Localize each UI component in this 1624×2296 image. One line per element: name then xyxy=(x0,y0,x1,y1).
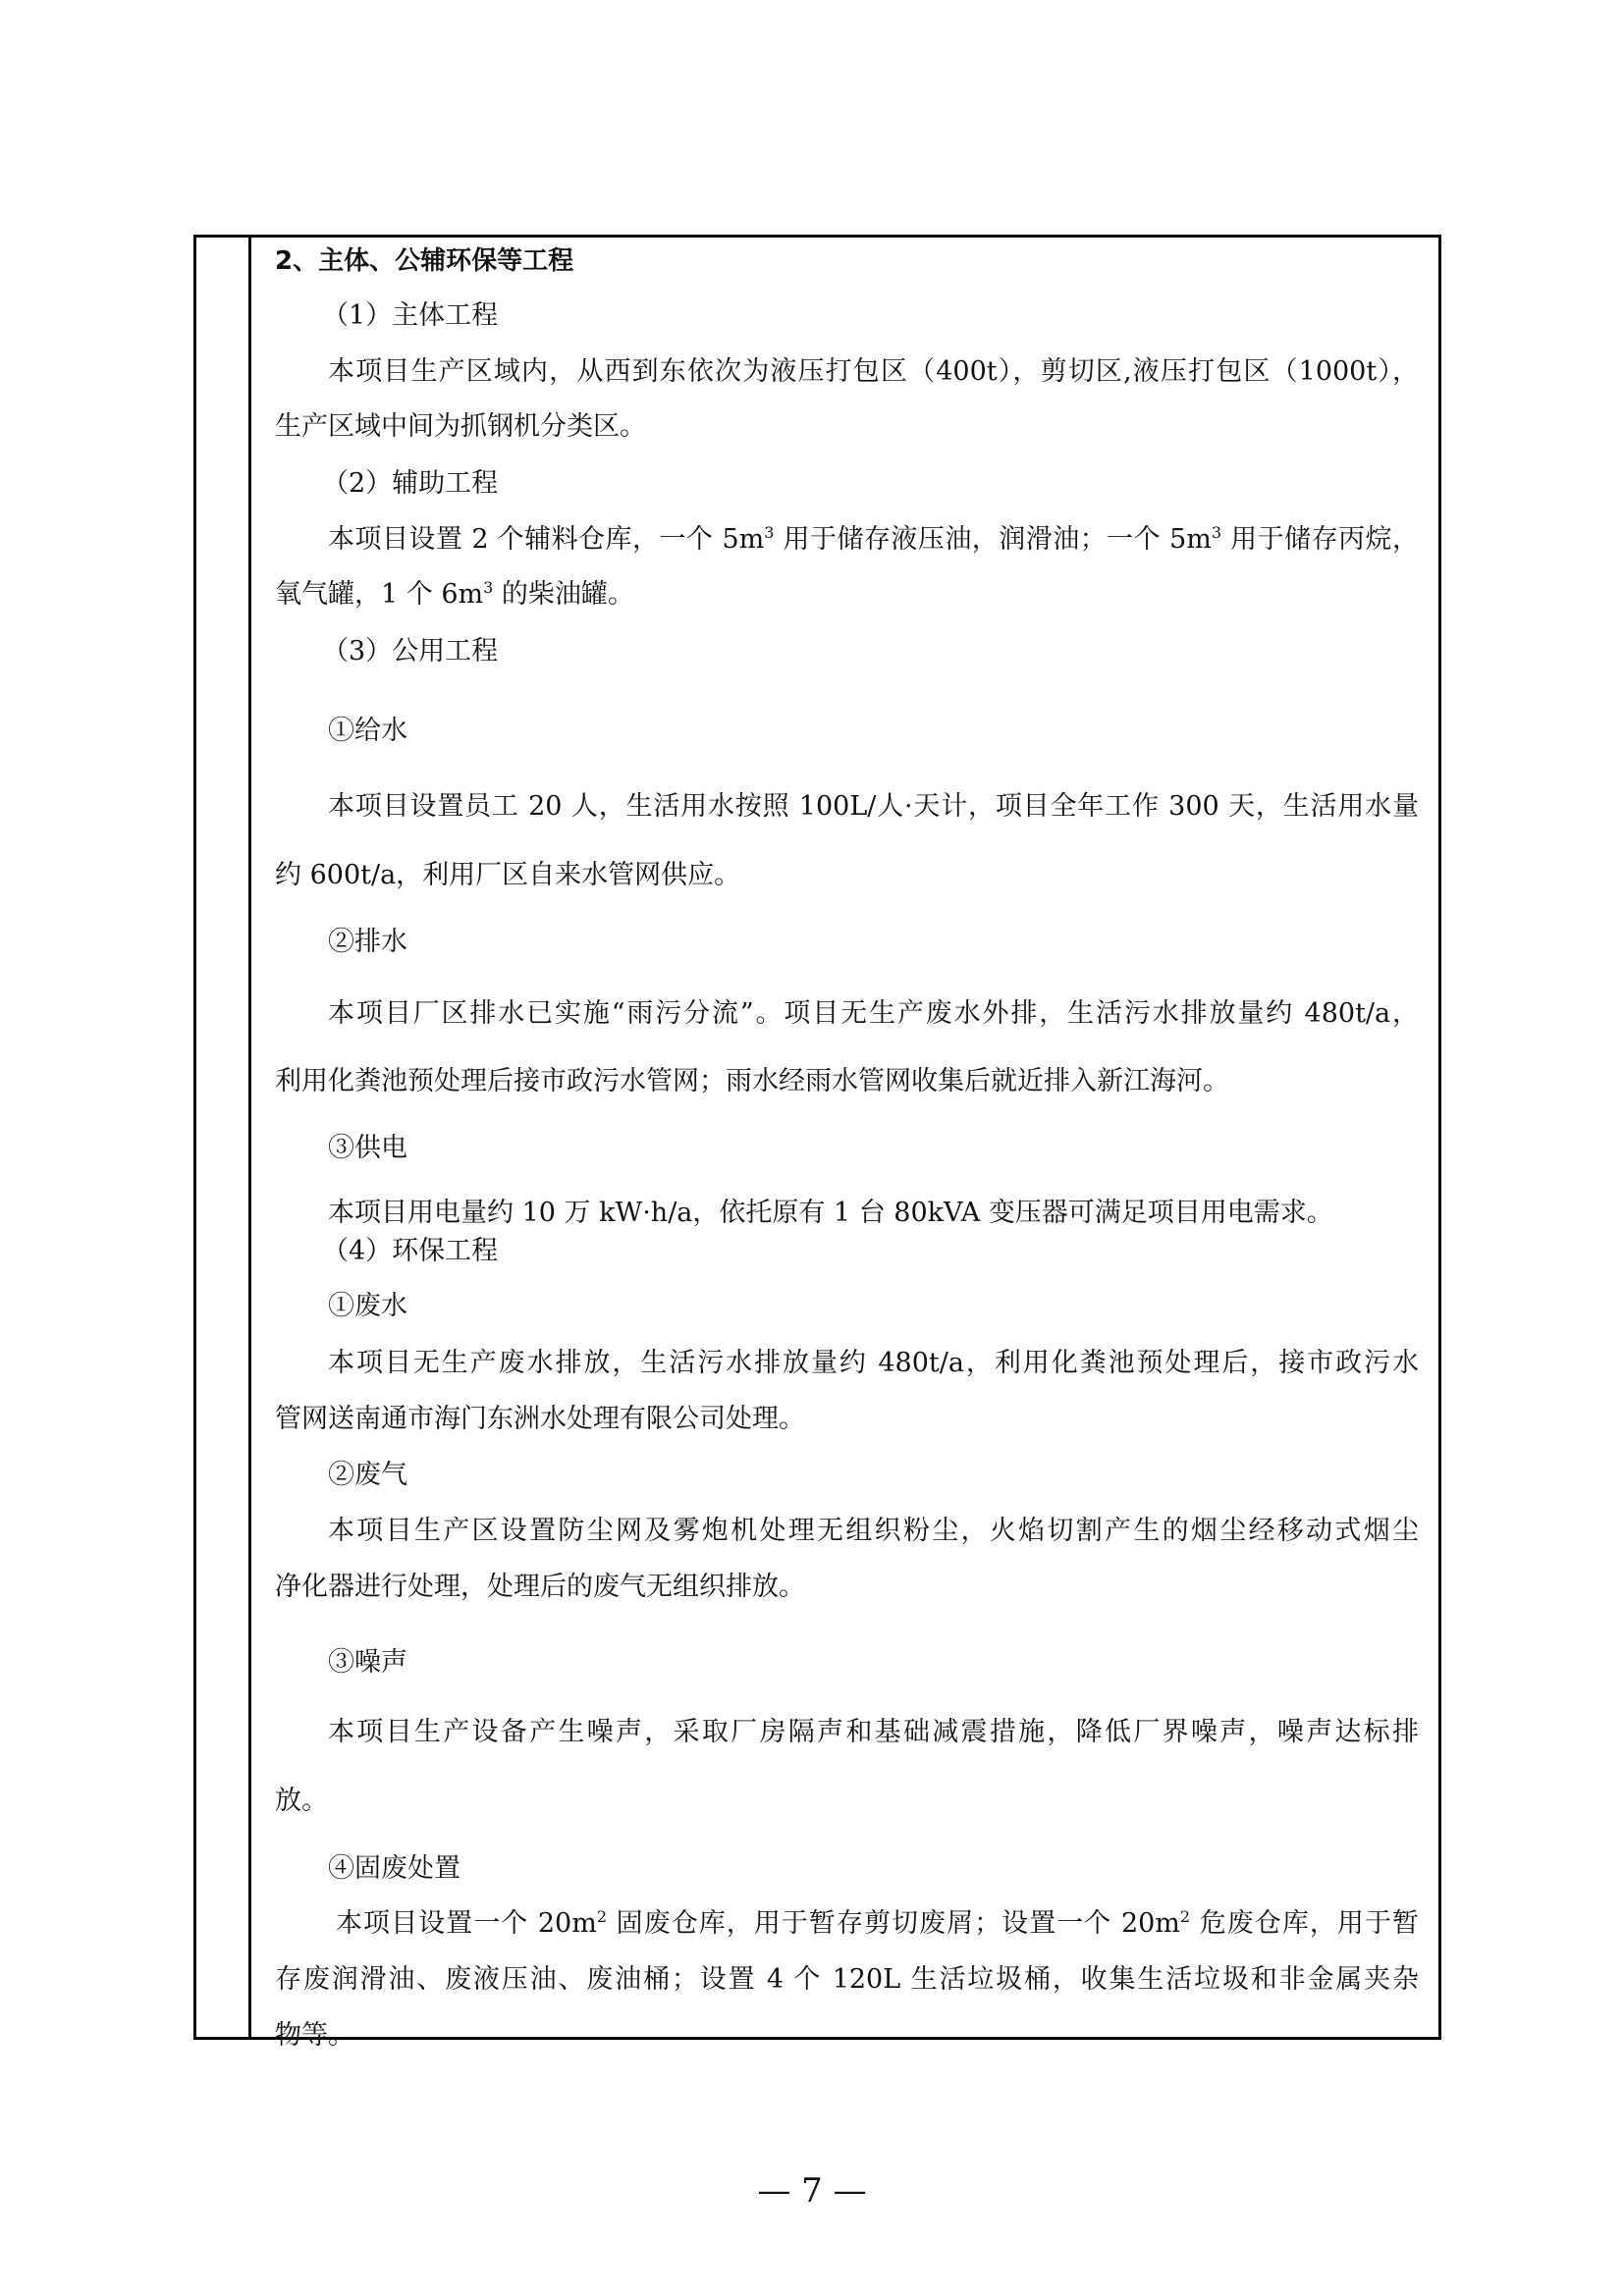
wastewater-title: ①废水 xyxy=(328,1291,407,1321)
solid-waste-title: ④固废处置 xyxy=(328,1853,460,1884)
public-project-title: （3）公用工程 xyxy=(322,636,499,667)
auxiliary-project-paragraph-line: 氧气罐，1 个 $6m^3$ 的柴油罐。 xyxy=(275,578,634,610)
table-content-cell xyxy=(275,238,1419,2051)
noise-title: ③噪声 xyxy=(328,1647,407,1678)
exhaust-gas-paragraph-line: 本项目生产区设置防尘网及雾炮机处理无组织粉尘，火焰切割产生的烟尘经移动式烟尘 xyxy=(328,1516,1419,1546)
water-supply-paragraph-line: 约 600t/a，利用厂区自来水管网供应。 xyxy=(275,860,741,890)
noise-paragraph-line: 放。 xyxy=(275,1786,328,1816)
wastewater-paragraph-line: 管网送南通市海门东洲水处理有限公司处理。 xyxy=(275,1404,805,1434)
water-supply-paragraph-line: 本项目设置员工 20 人，生活用水按照 100L/人·天计，项目全年工作 300 天，生活用水量 xyxy=(328,791,1419,822)
auxiliary-project-title: （2）辅助工程 xyxy=(322,468,499,499)
exhaust-gas-title: ②废气 xyxy=(328,1460,407,1490)
main-project-paragraph-line: 本项目生产区域内，从西到东依次为液压打包区（400t），剪切区,液压打包区（1000t）， xyxy=(328,356,1419,387)
power-supply-paragraph-line: 本项目用电量约 10 万 kW·h/a，依托原有 1 台 80kVA 变压器可满足项目用电需求。 xyxy=(328,1198,1333,1228)
solid-waste-paragraph-line: 物等。 xyxy=(275,2020,354,2051)
main-project-title: （1）主体工程 xyxy=(322,300,499,331)
drainage-paragraph-line: 利用化粪池预处理后接市政污水管网；雨水经雨水管网收集后就近排入新江海河。 xyxy=(275,1066,1229,1096)
solid-waste-paragraph-line: 本项目设置一个 $20m^2$ 固废仓库，用于暂存剪切废屑；设置一个 $20m^2$ 危废仓库，用于暂 xyxy=(336,1907,1419,1939)
table-left-column xyxy=(196,238,251,2037)
exhaust-gas-paragraph-line: 净化器进行处理，处理后的废气无组织排放。 xyxy=(275,1572,805,1602)
water-supply-title: ①给水 xyxy=(328,716,407,746)
main-project-paragraph-line: 生产区域中间为抓钢机分类区。 xyxy=(275,411,646,442)
power-supply-title: ③供电 xyxy=(328,1133,407,1163)
drainage-title: ②排水 xyxy=(328,927,407,957)
section-heading: 2、主体、公辅环保等工程 xyxy=(275,246,574,276)
content-table-frame xyxy=(193,235,1441,2051)
page-number: — 7 — xyxy=(757,2171,867,2211)
drainage-paragraph-line: 本项目厂区排水已实施“雨污分流”。项目无生产废水外排，生活污水排放量约 480t/a， xyxy=(328,998,1419,1029)
noise-paragraph-line: 本项目生产设备产生噪声，采取厂房隔声和基础减震措施，降低厂界噪声，噪声达标排 xyxy=(328,1717,1419,1747)
wastewater-paragraph-line: 本项目无生产废水排放，生活污水排放量约 480t/a，利用化粪池预处理后，接市政污水 xyxy=(328,1348,1419,1378)
auxiliary-project-paragraph-line: 本项目设置 2 个辅料仓库，一个 $5m^3$ 用于储存液压油，润滑油；一个 $5m^3$ 用于储存丙烷， xyxy=(328,523,1419,555)
environmental-project-title: （4）环保工程 xyxy=(322,1236,499,1266)
solid-waste-paragraph-line: 存废润滑油、废液压油、废油桶；设置 4 个 120L 生活垃圾桶，收集生活垃圾和非金属夹杂 xyxy=(275,1964,1419,1995)
